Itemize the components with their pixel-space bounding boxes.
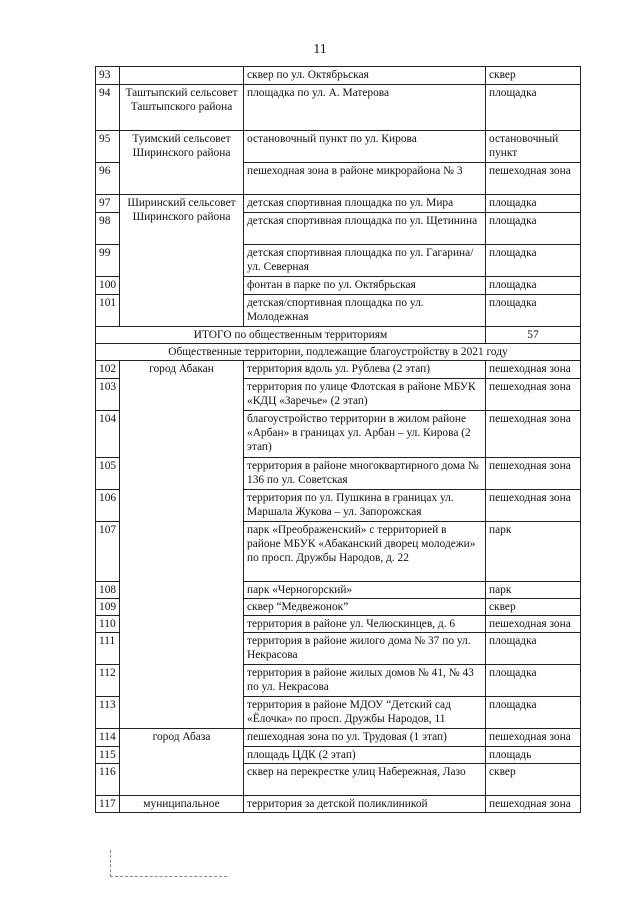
row-number: 106 — [96, 490, 120, 522]
object-name: остановочный пункт по ул. Кирова — [244, 131, 486, 163]
municipality-cell: муниципальное — [120, 796, 244, 813]
object-type: пешеходная зона — [486, 729, 581, 747]
object-type: пешеходная зона — [486, 616, 581, 633]
object-name: фонтан в парке по ул. Октябрьская — [244, 277, 486, 295]
row-number: 112 — [96, 665, 120, 697]
row-number: 109 — [96, 599, 120, 616]
total-row — [96, 327, 581, 344]
object-name: детская спортивная площадка по ул. Щетинина — [244, 213, 486, 245]
object-name: площадь ЦДК (2 этап) — [244, 747, 486, 764]
object-type: пешеходная зона — [486, 796, 581, 813]
object-name: парк «Черногорский» — [244, 582, 486, 599]
object-type: площадка — [486, 697, 581, 729]
row-number: 110 — [96, 616, 120, 633]
table-row — [96, 361, 581, 379]
row-number: 98 — [96, 213, 120, 245]
object-type: пешеходная зона — [486, 490, 581, 522]
row-number: 104 — [96, 411, 120, 458]
object-type: парк — [486, 582, 581, 599]
table-row — [96, 131, 581, 163]
row-number: 100 — [96, 277, 120, 295]
object-name: сквер по ул. Октябрьская — [244, 67, 486, 85]
object-name: территория в районе многоквартирного дома № 136 по ул. Советская — [244, 458, 486, 490]
object-name: территория за детской поликлиникой — [244, 796, 486, 813]
section-header-row — [96, 344, 581, 361]
object-type: площадка — [486, 85, 581, 131]
object-type: площадка — [486, 245, 581, 277]
object-name: детская спортивная площадка по ул. Мира — [244, 195, 486, 213]
row-number: 97 — [96, 195, 120, 213]
object-name: благоустройство территории в жилом районе «Арбан» в границах ул. Арбан – ул. Кирова (2 этап) — [244, 411, 486, 458]
municipality-cell — [120, 67, 244, 85]
row-number: 107 — [96, 522, 120, 582]
object-name: территория в районе МДОУ “Детский сад «Ёлочка» по просп. Дружбы Народов, 11 — [244, 697, 486, 729]
object-type: пешеходная зона — [486, 361, 581, 379]
object-type: площадка — [486, 195, 581, 213]
row-number: 111 — [96, 633, 120, 665]
object-type: пешеходная зона — [486, 458, 581, 490]
page-number: 11 — [313, 42, 327, 57]
object-type: остановочный пункт — [486, 131, 581, 163]
object-name: сквер на перекрестке улиц Набережная, Лазо — [244, 764, 486, 796]
total-value: 57 — [486, 327, 581, 344]
table-row — [96, 67, 581, 85]
municipality-cell: город Абакан — [120, 361, 244, 729]
object-type: пешеходная зона — [486, 379, 581, 411]
row-number: 101 — [96, 295, 120, 327]
row-number: 113 — [96, 697, 120, 729]
municipality-cell: Таштыпский сельсовет Таштыпского района — [120, 85, 244, 131]
object-name: территория вдоль ул. Рублева (2 этап) — [244, 361, 486, 379]
table-row — [96, 195, 581, 213]
row-number: 108 — [96, 582, 120, 599]
object-name: сквер “Медвежонок” — [244, 599, 486, 616]
object-type: площадка — [486, 213, 581, 245]
object-name: детская спортивная площадка по ул. Гагарина/ ул. Северная — [244, 245, 486, 277]
object-name: территория в районе ул. Челюскинцев, д. 6 — [244, 616, 486, 633]
object-name: территория в районе жилого дома № 37 по ул. Некрасова — [244, 633, 486, 665]
municipality-cell: Ширинский сельсовет Ширинского района — [120, 195, 244, 327]
object-type: пешеходная зона — [486, 411, 581, 458]
table-row — [96, 796, 581, 813]
row-number: 105 — [96, 458, 120, 490]
object-name: пешеходная зона в районе микрорайона № 3 — [244, 163, 486, 195]
object-name: территория в районе жилых домов № 41, № 43 по ул. Некрасова — [244, 665, 486, 697]
row-number: 95 — [96, 131, 120, 163]
object-type: площадь — [486, 747, 581, 764]
object-name: пешеходная зона по ул. Трудовая (1 этап) — [244, 729, 486, 747]
row-number: 117 — [96, 796, 120, 813]
row-number: 99 — [96, 245, 120, 277]
object-type: площадка — [486, 277, 581, 295]
object-type: сквер — [486, 764, 581, 796]
table-row — [96, 85, 581, 131]
object-type: площадка — [486, 295, 581, 327]
municipality-cell: Туимский сельсовет Ширинского района — [120, 131, 244, 195]
object-name: детская/спортивная площадка по ул. Молодежная — [244, 295, 486, 327]
object-name: территория по ул. Пушкина в границах ул. Маршала Жукова – ул. Запорожская — [244, 490, 486, 522]
row-number: 94 — [96, 85, 120, 131]
territory-table — [95, 66, 581, 813]
object-type: сквер — [486, 599, 581, 616]
object-type: пешеходная зона — [486, 163, 581, 195]
object-name: площадка по ул. А. Матерова — [244, 85, 486, 131]
row-number: 116 — [96, 764, 120, 796]
municipality-cell: город Абаза — [120, 729, 244, 796]
object-name: парк «Преображенский» с территорией в районе МБУК «Абаканский дворец молодежи» по просп. Дружбы Народов, д. 22 — [244, 522, 486, 582]
total-label: ИТОГО по общественным территориям — [96, 327, 486, 344]
object-type: парк — [486, 522, 581, 582]
object-type: площадка — [486, 665, 581, 697]
row-number: 114 — [96, 729, 120, 747]
row-number: 103 — [96, 379, 120, 411]
object-name: территория по улице Флотская в районе МБУК «КДЦ «Заречье» (2 этап) — [244, 379, 486, 411]
row-number: 102 — [96, 361, 120, 379]
object-type: площадка — [486, 633, 581, 665]
row-number: 115 — [96, 747, 120, 764]
table-row — [96, 729, 581, 747]
object-type: сквер — [486, 67, 581, 85]
row-number: 96 — [96, 163, 120, 195]
section-title: Общественные территории, подлежащие благоустройству в 2021 году — [96, 344, 581, 361]
electronic-copy-stamp — [110, 850, 227, 877]
row-number: 93 — [96, 67, 120, 85]
